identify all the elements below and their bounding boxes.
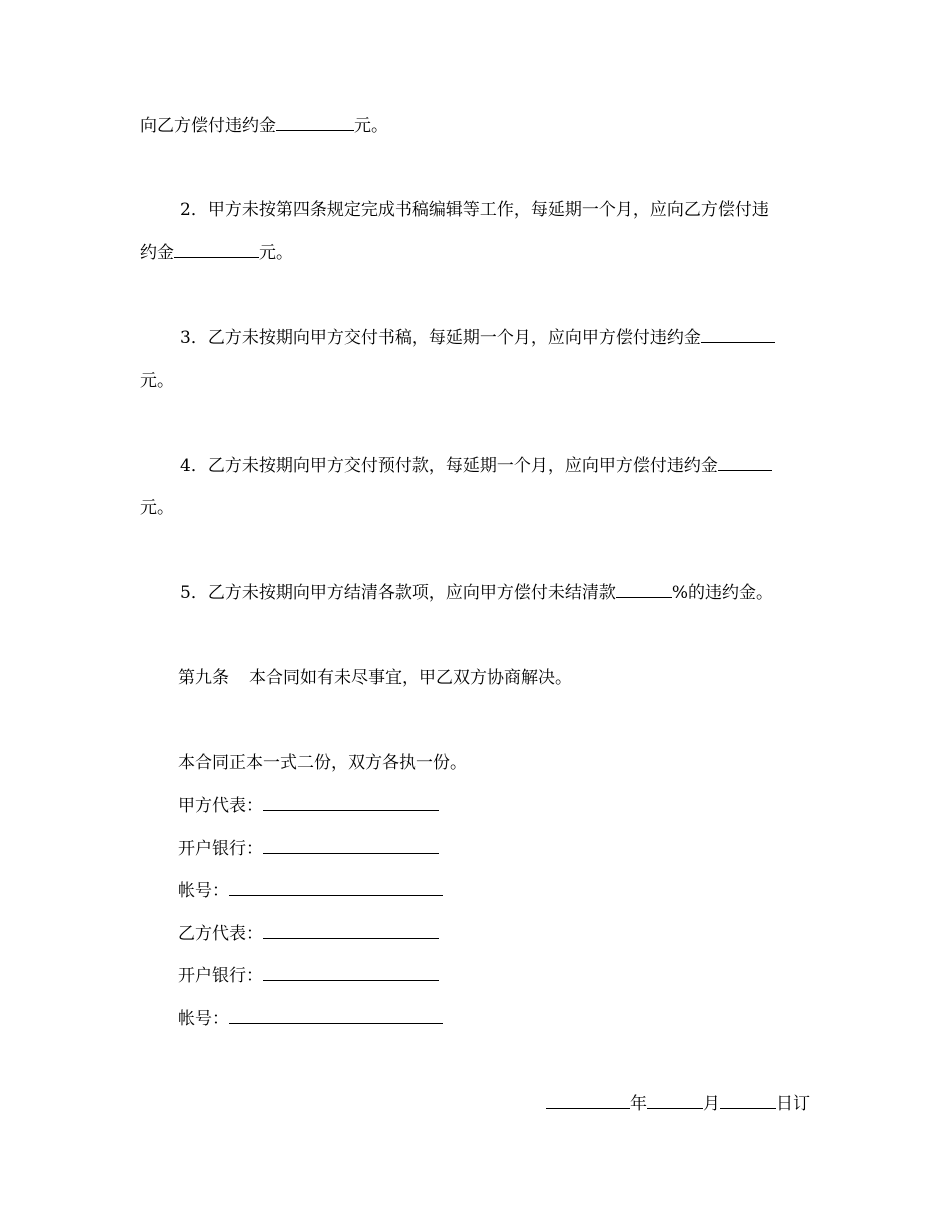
day-label: 日订 bbox=[776, 1094, 810, 1114]
penalty-amount-blank[interactable] bbox=[174, 243, 259, 258]
clause-2-text: 约金 bbox=[140, 243, 174, 263]
party-b-representative-blank[interactable] bbox=[263, 924, 439, 939]
copies-statement: 本合同正本一式二份，双方各执一份。 bbox=[178, 753, 467, 773]
month-blank[interactable] bbox=[647, 1094, 703, 1109]
month-label: 月 bbox=[703, 1094, 720, 1114]
percentage-blank[interactable] bbox=[616, 583, 672, 598]
party-b-account-blank[interactable] bbox=[229, 1009, 443, 1024]
year-blank[interactable] bbox=[546, 1094, 630, 1109]
clause-1-unit: 元。 bbox=[354, 116, 388, 136]
clause-1-tail bbox=[140, 116, 388, 136]
clause-2-unit: 元。 bbox=[259, 243, 293, 263]
clause-4-line1 bbox=[180, 456, 772, 476]
clause-4-text: 4．乙方未按期向甲方交付预付款，每延期一个月，应向甲方偿付违约金 bbox=[180, 456, 718, 476]
signing-date bbox=[546, 1094, 810, 1114]
clause-3-text: 3．乙方未按期向甲方交付书稿，每延期一个月，应向甲方偿付违约金 bbox=[180, 328, 701, 348]
party-b-representative-row bbox=[178, 924, 439, 944]
signature-label: 帐号： bbox=[178, 1009, 229, 1029]
clause-2-line2 bbox=[140, 243, 293, 263]
party-a-bank-row bbox=[178, 839, 439, 859]
party-b-bank-row bbox=[178, 966, 439, 986]
signature-label: 帐号： bbox=[178, 881, 229, 901]
party-b-account-row bbox=[178, 1009, 443, 1029]
penalty-amount-blank[interactable] bbox=[718, 456, 772, 471]
signature-label: 开户银行： bbox=[178, 966, 263, 986]
party-a-account-row bbox=[178, 881, 443, 901]
year-label: 年 bbox=[630, 1094, 647, 1114]
clause-5-unit: %的违约金。 bbox=[671, 583, 773, 603]
clause-1-text: 向乙方偿付违约金 bbox=[140, 116, 276, 136]
party-b-bank-blank[interactable] bbox=[263, 966, 439, 981]
penalty-amount-blank[interactable] bbox=[276, 116, 354, 131]
party-a-representative-row bbox=[178, 796, 439, 816]
signature-label: 甲方代表： bbox=[178, 796, 263, 816]
signature-label: 开户银行： bbox=[178, 839, 263, 859]
clause-4-line2: 元。 bbox=[140, 498, 174, 518]
clause-2-line1: 2．甲方未按第四条规定完成书稿编辑等工作，每延期一个月，应向乙方偿付违 bbox=[180, 200, 769, 220]
penalty-amount-blank[interactable] bbox=[701, 328, 775, 343]
clause-3-line2: 元。 bbox=[140, 371, 174, 391]
party-a-account-blank[interactable] bbox=[229, 881, 443, 896]
signature-label: 乙方代表： bbox=[178, 924, 263, 944]
article-9-text: 本合同如有未尽事宜，甲乙双方协商解决。 bbox=[249, 668, 572, 688]
party-a-bank-blank[interactable] bbox=[263, 839, 439, 854]
clause-5-text: 5．乙方未按期向甲方结清各款项，应向甲方偿付未结清款 bbox=[180, 583, 616, 603]
article-9 bbox=[178, 668, 572, 688]
clause-3-line1 bbox=[180, 328, 775, 348]
clause-5 bbox=[180, 583, 773, 603]
day-blank[interactable] bbox=[720, 1094, 776, 1109]
party-a-representative-blank[interactable] bbox=[263, 796, 439, 811]
article-9-label: 第九条 bbox=[178, 668, 229, 688]
